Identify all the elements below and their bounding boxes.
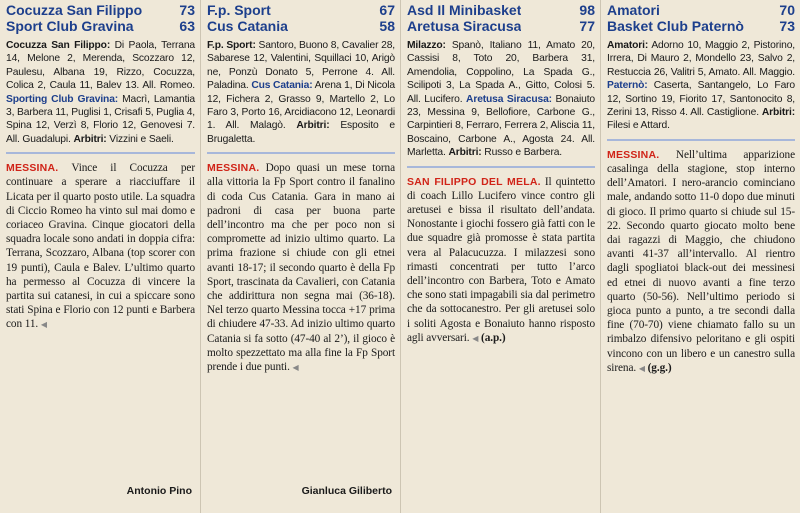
dateline: MESSINA. — [207, 162, 260, 175]
team2-players: Macrì, Lamantia 3, Barbera 11, Puglisi 1, Crisafi 5, Puglia 4, Spina 12, Verzì 8, Florio 12, Genovesi 7. All. Guadalupi. — [6, 93, 195, 145]
team1-players: Adorno 10, Maggio 2, Pistorino, Irrera, Di Mauro 2, Mondello 23, Salvo 2, Restuccia 26, Valitri 5, Amato. All. Maggio. — [607, 40, 795, 78]
byline: Gianluca Giliberto — [301, 485, 392, 497]
article-body — [207, 161, 395, 375]
away-score: 58 — [379, 18, 395, 34]
team1-players: Spanò, Italiano 11, Amato 20, Cassisi 8, Toto 20, Barbera 31, Amendolia, Coppolino, La Spada G., Scilipoti 3, La Spada A., Gitto, Colosi 5. All. Lucifero. — [407, 40, 595, 105]
away-team: Sport Club Gravina — [6, 18, 134, 34]
team2-label: Sporting Club Gravina: — [6, 93, 119, 105]
team1-label: Amatori: — [607, 40, 649, 51]
box-score — [407, 39, 595, 160]
referees-label: Arbitri: — [761, 107, 795, 119]
dateline: MESSINA. — [607, 148, 660, 161]
box-score — [607, 39, 795, 133]
team1-players: Di Paola, Terrana 14, Melone 2, Merenda, Scozzaro 12, Paulesu, Albana 19, Rizzo, Cocuzza, Colica 2, Caula 11, Balev 13. All. Romeo. — [6, 40, 195, 92]
team2-players: Arena 1, Di Nicola 12, Fichera 2, Grasso 9, Martello 2, Lo Faro 3, Porto 16, Arcidiacono 12, Leonardi 1. All. Malagò. — [207, 80, 395, 132]
divider — [207, 152, 395, 154]
away-score: 63 — [179, 18, 195, 34]
divider — [407, 166, 595, 168]
team2-label: Paternò: — [607, 80, 648, 92]
end-mark-icon: ◀ — [40, 320, 47, 330]
home-score: 67 — [379, 2, 395, 18]
article-text: Il quintetto di coach Lillo Lucifero vince contro gli aretusei e bissa il risultato dell’andata. Nonostante i giochi fossero già fatti con le due squadre già promosse è stata partita vera al Palacucuzza. I milazzesi sono rimasti concentrati per tutto l’arco dell’incontro con Barbera, Toto e Amato che sono stati impagabili sia dal perimetro che da sottocanestro. Per gli aretusei solo i soliti Agosta e Bonaiuto hanno risposto agli avversari. — [407, 175, 595, 344]
end-mark-icon: ◀ — [638, 363, 645, 373]
article-column-4 — [600, 0, 800, 513]
end-mark-icon: ◀ — [472, 333, 479, 343]
referees: Filesi e Attard. — [607, 120, 670, 132]
divider — [607, 139, 795, 141]
byline: (g.g.) — [647, 361, 672, 374]
home-team: Asd Il Minibasket — [407, 2, 522, 18]
home-team: F.p. Sport — [207, 2, 271, 18]
referees: Esposito e Brugaletta. — [207, 120, 395, 145]
referees: Russo e Barbera. — [484, 147, 563, 159]
end-mark-icon: ◀ — [292, 363, 299, 373]
match-header — [407, 2, 595, 34]
article-body — [407, 175, 595, 346]
match-header — [607, 2, 795, 34]
team1-label: F.p. Sport: — [207, 40, 256, 51]
home-score: 98 — [579, 2, 595, 18]
away-team: Aretusa Siracusa — [407, 18, 522, 34]
away-score: 77 — [579, 18, 595, 34]
referees-label: Arbitri: — [73, 133, 107, 145]
article-text: Dopo quasi un mese torna alla vittoria la Fp Sport contro il fanalino di coda Cus Catania. Gara in mano ai padroni di casa per buona parte dell’incontro ma che per poco non si compromette ad inizio ultimo quarto. La prima frazione si chiude con gli etnei avanti 18-17; il secondo quarto è della Fp Sport, trascinata da Cavalieri, con Catania che addirittura non segna mai (36-18). Nel terzo quarto Messina tocca +17 prima di chiudere 47-33. Ad inizio ultimo quarto Catania si fa sotto (47-40 al 2’), il gioco è molto spezzettato ma alla fine la Fp Sport prende i due punti. — [207, 162, 395, 374]
article-column-2 — [200, 0, 400, 513]
divider — [6, 152, 195, 154]
article-column-1 — [0, 0, 200, 513]
dateline: SAN FILIPPO DEL MELA. — [407, 175, 541, 188]
byline: Antonio Pino — [126, 485, 192, 497]
home-score: 73 — [179, 2, 195, 18]
article-body — [607, 148, 795, 376]
home-score: 70 — [779, 2, 795, 18]
dateline: MESSINA. — [6, 162, 59, 175]
away-score: 73 — [779, 18, 795, 34]
article-body — [6, 161, 195, 332]
team1-players: Santoro, Buono 8, Cavalier 28, Sabarese 12, Valentini, Squillaci 10, Arigò ne, Ponzù Donato 5, Perrone 4. All. Paladina. — [207, 40, 395, 92]
byline: (a.p.) — [481, 331, 506, 344]
box-score — [207, 39, 395, 146]
team2-label: Cus Catania: — [251, 80, 313, 92]
home-team: Cocuzza San Filippo — [6, 2, 143, 18]
box-score — [6, 39, 195, 146]
team1-label: Milazzo: — [407, 40, 446, 51]
home-team: Amatori — [607, 2, 660, 18]
team2-players: Bonaiuto 23, Messina 9, Bellofiore, Carbone G., Carpintieri 8, Ferraro, Ferrera 2, Aliscia 11, Boscaino, Carbone A., Agosta 24. All. Marletta. — [407, 93, 595, 159]
away-team: Basket Club Paternò — [607, 18, 744, 34]
referees-label: Arbitri: — [448, 147, 482, 159]
referees-label: Arbitri: — [296, 120, 330, 132]
match-header — [207, 2, 395, 34]
article-text: Vince il Cocuzza per continuare a sperare a riacciuffare il Licata per il quarto posto utile. La squadra di Ciccio Romeo ha vinto sul mai domo e coriaceo Gravina. Cinque giocatori della squadra locale sono andati in doppia cifra: Terrana, Scozzaro, Albana (top scorer con 19 punti), Caula e Balev. L’ultimo quarto ha permesso al Cocuzza di vincere la partita sui catanesi, in cui a spiccare sono stati Spina e Florio con 12 punti e Barbera con 11. — [6, 162, 195, 331]
referees: Vizzini e Saeli. — [109, 133, 174, 145]
article-text: Nell’ultima apparizione casalinga della stagione, stop interno dell’Amatori. I nero-arancio cominciano male, andando sotto 11-0 dopo due minuti di gioco. Il primo quarto si chiude sul 15-22. Secondo quarto giocato molto bene dai ragazzi di Maggio, che chiudono avanti 41-37 all’intervallo. Al rientro dagli spogliatoi black-out dei messinesi ed etnei di nuovo avanti a fine terzo quarto (50-56). Nell’ultimo periodo si gioca punto a punto, a tre secondi dalla fine (70-70) viene chiamato fallo su un rimbalzo difensivo peloritano e gli ospiti vincono con un libero e un canestro sulla sirena. — [607, 148, 795, 374]
away-team: Cus Catania — [207, 18, 288, 34]
team1-label: Cocuzza San Filippo: — [6, 40, 111, 51]
team2-label: Aretusa Siracusa: — [466, 93, 552, 105]
article-column-3 — [400, 0, 600, 513]
team2-players: Caserta, Santangelo, Lo Faro 12, Sortino 19, Fiorito 17, Santonocito 8, Zerini 13, Risso 4. All. Castiglione. — [607, 80, 795, 119]
match-header — [6, 2, 195, 34]
